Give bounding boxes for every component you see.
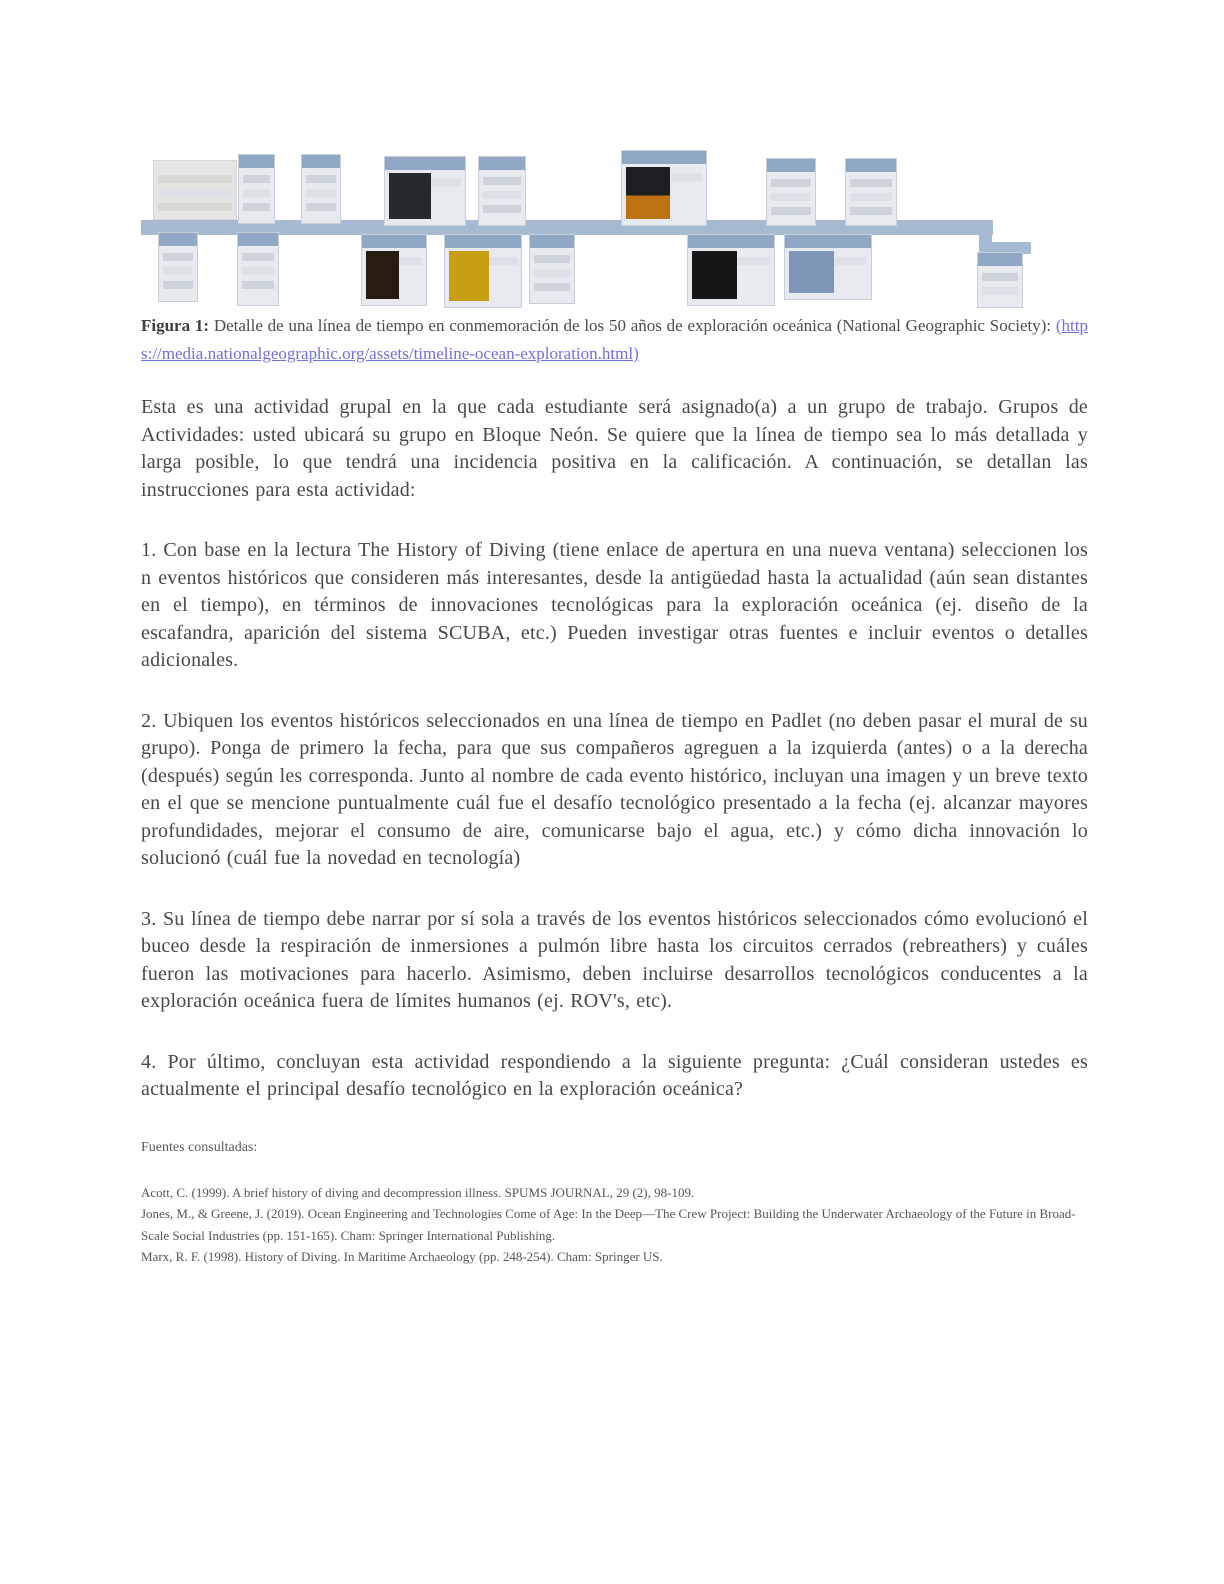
timeline-event-card: [158, 232, 198, 302]
instruction-item-3: 3. Su línea de tiempo debe narrar por sí sola a través de los eventos históricos seleccionados cómo evolucionó el buceo desde la respiración de inmersiones a pulmón libre hasta los circuitos cerrados (rebreathers) y cuáles fueron las motivaciones para hacerlo. Asimismo, deben incluirse desarrollos tecnológicos conducentes a la exploración oceánica fuera de límites humanos (ej. ROV's, etc).: [141, 907, 1088, 1012]
timeline-card-image: [789, 251, 834, 293]
figure-caption-link[interactable]: (https://media.nationalgeographic.org/assets/timeline-ocean-exploration.html): [141, 316, 1088, 363]
timeline-card-header: [479, 157, 525, 170]
timeline-event-card-photo: [687, 234, 775, 306]
timeline-card-image: [626, 167, 670, 219]
instruction-item-1: 1. Con base en la lectura The History of Diving (tiene enlace de apertura en una nueva ventana) seleccionen los n eventos históricos que consideren más interesantes, desde la antigüedad hasta la actualidad (aún sean distantes en el tiempo), en términos de innovaciones tecnológicas para la exploración oceánica (ej. diseño de la escafandra, aparición del sistema SCUBA, etc.) Pueden investigar otras fuentes e incluir eventos o detalles adicionales.: [141, 539, 1088, 671]
timeline-card-image: [692, 251, 737, 299]
timeline-figure: [141, 148, 1088, 308]
timeline-event-card-photo: [444, 234, 522, 308]
timeline-card-header: [159, 233, 197, 246]
timeline-event-card-photo: [384, 156, 466, 226]
sources-heading: Fuentes consultadas:: [141, 1139, 258, 1155]
timeline-event-card: [238, 154, 275, 224]
timeline-card-header: [688, 235, 774, 248]
timeline-event-card: [529, 234, 575, 304]
timeline-card-header: [846, 159, 896, 172]
timeline-card-image: [366, 251, 399, 299]
timeline-event-card: [977, 252, 1023, 308]
timeline-event-card: [301, 154, 341, 224]
intro-paragraph: Esta es una actividad grupal en la que cada estudiante será asignado(a) a un grupo de trabajo. Grupos de Actividades: usted ubicará su grupo en Bloque Neón. Se quiere que la línea de tiempo sea lo más detallada y larga posible, lo que tendrá una incidencia positiva en la calificación. A continuación, se detallan las instrucciones para esta actividad:: [141, 396, 1088, 501]
figure-caption-label: Figura 1:: [141, 316, 210, 335]
instruction-item-2: 2. Ubiquen los eventos históricos seleccionados en una línea de tiempo en Padlet (no deben pasar el mural de su grupo). Ponga de primero la fecha, para que sus compañeros agreguen a la izquierda (antes) o a la derecha (después) según les corresponda. Junto al nombre de cada evento histórico, incluyan una imagen y un breve texto en el que se mencione puntualmente cuál fue el desafío tecnológico presentado a la fecha (ej. alcanzar mayores profundidades, mejorar el consumo de aire, comunicarse bajo el agua, etc.) y cómo dicha innovación lo solucionó (cuál fue la novedad en tecnología): [141, 709, 1088, 869]
references-list: [141, 1182, 1088, 1268]
timeline-card-header: [385, 157, 465, 170]
timeline-card-header: [530, 235, 574, 248]
instruction-item-4: 4. Por último, concluyan esta actividad respondiendo a la siguiente pregunta: ¿Cuál consideran ustedes es actualmente el principal desafío tecnológico en la exploración oceánica?: [141, 1050, 1088, 1100]
timeline-card-header: [785, 235, 871, 248]
timeline-event-card: [478, 156, 526, 226]
reference-item: Marx, R. F. (1998). History of Diving. In Maritime Archaeology (pp. 248-254). Cham: Springer US.: [141, 1249, 663, 1264]
timeline-card-header: [622, 151, 706, 164]
timeline-event-card: [237, 232, 279, 306]
timeline-event-card: [766, 158, 816, 226]
timeline-card-header: [445, 235, 521, 248]
timeline-card-header: [978, 253, 1022, 266]
timeline-card-header: [767, 159, 815, 172]
figure-caption: [141, 312, 1088, 368]
timeline-card-header: [239, 155, 274, 168]
document-content: [141, 148, 1088, 1268]
timeline-card-header: [302, 155, 340, 168]
timeline-event-card-photo: [784, 234, 872, 300]
timeline-card-header: [362, 235, 426, 248]
reference-item: Acott, C. (1999). A brief history of diving and decompression illness. SPUMS JOURNAL, 29 (2), 98-109.: [141, 1184, 695, 1200]
reference-item: Jones, M., & Greene, J. (2019). Ocean Engineering and Technologies Come of Age: In the Deep—The Crew Project: Building the Underwater Archaeology of the Future in Broad-Scale Social Industries (pp. 151-165). Cham: Springer International Publishing.: [141, 1206, 1076, 1243]
timeline-card-image: [449, 251, 489, 301]
timeline-event-card: [845, 158, 897, 226]
timeline-event-card-photo: [361, 234, 427, 306]
timeline-card-image: [389, 173, 431, 219]
timeline-card-header: [238, 233, 278, 246]
figure-caption-text: Detalle de una línea de tiempo en conmemoración de los 50 años de exploración oceánica (National Geographic Society):: [209, 316, 1056, 335]
timeline-event-card-photo: [621, 150, 707, 226]
timeline-event-card: [153, 160, 237, 220]
